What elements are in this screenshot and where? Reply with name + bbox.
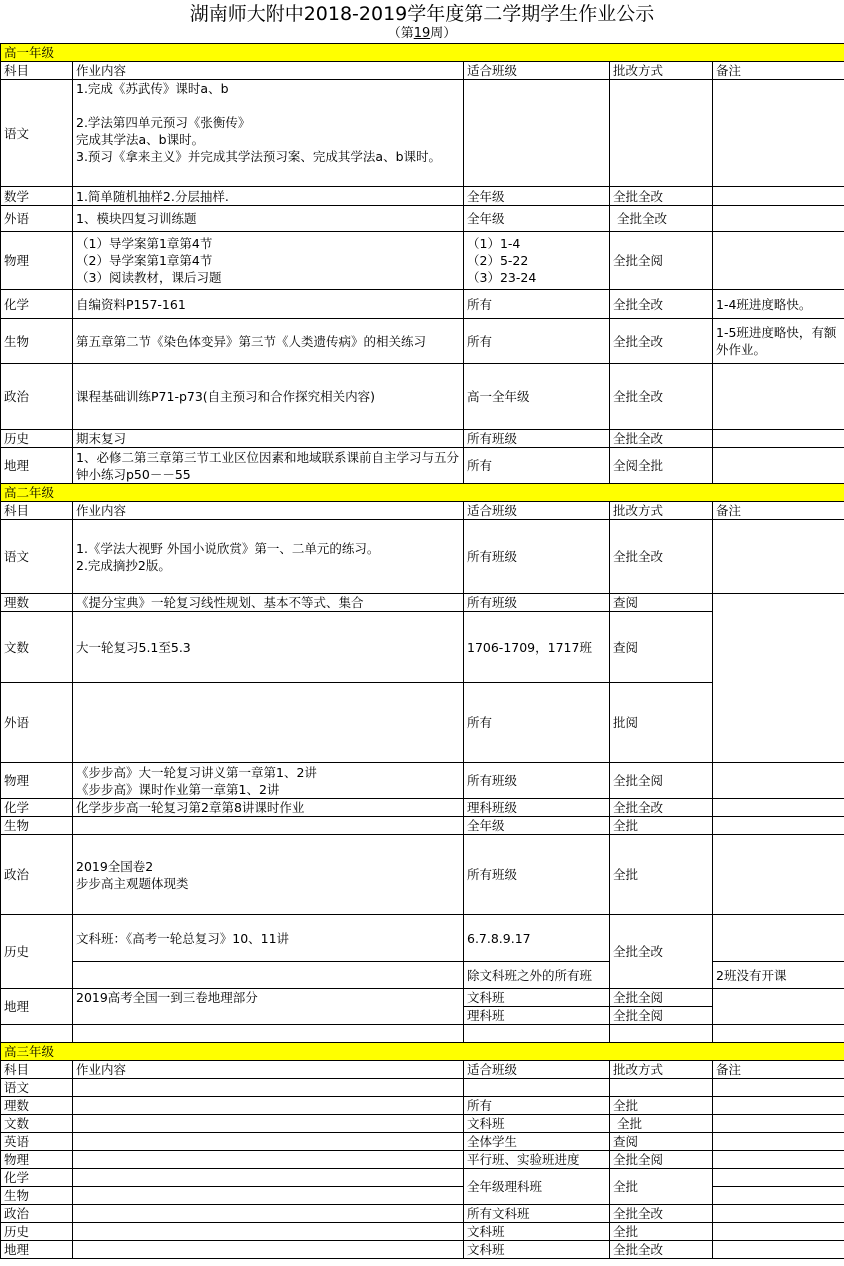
classes-cell: 理科班: [464, 1007, 610, 1025]
table-row: [1, 1187, 844, 1205]
classes-cell: 所有: [464, 1097, 610, 1115]
subject-cell: 历史: [1, 915, 73, 989]
method-cell: 查阅: [610, 612, 713, 683]
classes-cell: 所有: [464, 319, 610, 364]
note-cell: [713, 1223, 844, 1241]
col-subject: 科目: [1, 502, 73, 520]
col-note: 备注: [713, 1061, 844, 1079]
subject-cell: 物理: [1, 1151, 73, 1169]
table-row: [1, 319, 844, 364]
content-cell: 大一轮复习5.1至5.3: [73, 612, 464, 683]
table-row: [1, 80, 844, 187]
col-content: 作业内容: [73, 62, 464, 80]
classes-cell: 所有班级: [464, 763, 610, 799]
note-cell: [713, 1169, 844, 1187]
table-row: [1, 989, 844, 1007]
method-cell: [610, 80, 713, 187]
table-row: [1, 817, 844, 835]
method-cell: 全批全阅: [610, 1007, 713, 1025]
content-cell: 自编资料P157-161: [73, 290, 464, 319]
page-title: 湖南师大附中2018-2019学年度第二学期学生作业公示: [189, 3, 655, 25]
note-cell: [713, 430, 844, 448]
method-cell: 全批: [610, 1097, 713, 1115]
classes-cell: 1706-1709，1717班: [464, 612, 610, 683]
classes-cell: 除文科班之外的所有班: [464, 962, 610, 989]
method-cell: 全批全改: [610, 1205, 713, 1223]
col-subject: 科目: [1, 62, 73, 80]
week-subtitle: [0, 26, 844, 42]
subject-cell: 生物: [1, 1187, 73, 1205]
table-row: [1, 1133, 844, 1151]
subject-cell: 政治: [1, 1205, 73, 1223]
content-cell: [73, 962, 464, 989]
content-cell: [73, 1097, 464, 1115]
subject-cell: 数学: [1, 187, 73, 206]
table-row: [1, 430, 844, 448]
method-cell: 全批全改: [610, 430, 713, 448]
table-row: [1, 1169, 844, 1187]
note-cell: [713, 1097, 844, 1115]
method-cell: 全批: [610, 1115, 713, 1133]
content-cell: 1.完成《苏武传》课时a、b 2.学法第四单元预习《张衡传》 完成其学法a、b课时。 3.预习《拿来主义》并完成其学法预习案、完成其学法a、b课时。: [73, 80, 464, 187]
note-cell: [713, 364, 844, 430]
col-content: 作业内容: [73, 1061, 464, 1079]
subject-cell: 外语: [1, 206, 73, 232]
method-cell: 全批全改: [610, 520, 713, 594]
col-method: 批改方式: [610, 62, 713, 80]
note-cell: [713, 1079, 844, 1097]
col-subject: 科目: [1, 1061, 73, 1079]
content-cell: 文科班：《高考一轮总复习》10、11讲: [73, 915, 464, 962]
col-content: 作业内容: [73, 502, 464, 520]
col-note: 备注: [713, 502, 844, 520]
subject-cell: 化学: [1, 290, 73, 319]
classes-cell: 文科班: [464, 1115, 610, 1133]
subject-cell: 化学: [1, 799, 73, 817]
col-method: 批改方式: [610, 502, 713, 520]
method-cell: 全批: [610, 835, 713, 915]
table-row: [1, 290, 844, 319]
note-cell: [713, 1151, 844, 1169]
method-cell: 全批全改: [610, 364, 713, 430]
method-cell: 全批全阅: [610, 763, 713, 799]
note-cell: [713, 1205, 844, 1223]
content-cell: 《提分宝典》一轮复习线性规划、基本不等式、集合: [73, 594, 464, 612]
content-cell: 1.简单随机抽样2.分层抽样.: [73, 187, 464, 206]
note-cell: [713, 206, 844, 232]
method-cell: 查阅: [610, 1133, 713, 1151]
col-classes: 适合班级: [464, 1061, 610, 1079]
note-cell: [713, 232, 844, 290]
method-cell: 全批全改: [610, 206, 713, 232]
table-row: [1, 1079, 844, 1097]
homework-table: [0, 43, 844, 1259]
note-cell: [713, 989, 844, 1025]
content-cell: [73, 683, 464, 763]
subject-cell: 地理: [1, 989, 73, 1025]
note-cell: 1-5班进度略快，有额外作业。: [713, 319, 844, 364]
col-note: 备注: [713, 62, 844, 80]
classes-cell: 6.7.8.9.17: [464, 915, 610, 962]
note-cell: 1-4班进度略快。: [713, 290, 844, 319]
table-row: [1, 763, 844, 799]
note-cell: [713, 448, 844, 484]
subject-cell: 政治: [1, 835, 73, 915]
grade2-header-row: [1, 484, 844, 502]
subject-cell: 地理: [1, 1241, 73, 1259]
subject-cell: 物理: [1, 763, 73, 799]
table-row: [1, 364, 844, 430]
grade3-label: 高三年级: [1, 1043, 844, 1061]
classes-cell: 高一全年级: [464, 364, 610, 430]
note-cell: [713, 817, 844, 835]
content-cell: 1、必修二第三章第三节工业区位因素和地域联系课前自主学习与五分钟小练习p50－－55: [73, 448, 464, 484]
note-cell: [713, 835, 844, 915]
table-row: [1, 1097, 844, 1115]
classes-cell: 文科班: [464, 1223, 610, 1241]
grade3-column-headers: [1, 1061, 844, 1079]
method-cell: 全批全阅: [610, 232, 713, 290]
table-row: [1, 448, 844, 484]
content-cell: [73, 1079, 464, 1097]
content-cell: [73, 1151, 464, 1169]
subject-cell: 理数: [1, 1097, 73, 1115]
col-classes: 适合班级: [464, 62, 610, 80]
classes-cell: （1）1-4 （2）5-22 （3）23-24: [464, 232, 610, 290]
week-number: 19: [413, 26, 431, 41]
table-row: [1, 206, 844, 232]
table-row: [1, 187, 844, 206]
classes-cell: 文科班: [464, 989, 610, 1007]
note-cell: 2班没有开课: [713, 962, 844, 989]
table-row: [1, 232, 844, 290]
subtitle-prefix: （第: [387, 26, 414, 41]
note-cell: [713, 1115, 844, 1133]
table-row: [1, 962, 844, 989]
classes-cell: 所有: [464, 290, 610, 319]
method-cell: 全批全改: [610, 290, 713, 319]
table-row: [1, 1205, 844, 1223]
grade3-header-row: [1, 1043, 844, 1061]
subject-cell: 物理: [1, 232, 73, 290]
content-cell: 2019全国卷2 步步高主观题体现类: [73, 835, 464, 915]
classes-cell: 所有班级: [464, 430, 610, 448]
method-cell: 全批全改: [610, 799, 713, 817]
content-cell: 2019高考全国一到三卷地理部分: [73, 989, 464, 1025]
content-cell: [73, 1241, 464, 1259]
method-cell: 全批全阅: [610, 1151, 713, 1169]
content-cell: [73, 1169, 464, 1187]
table-row: [1, 520, 844, 594]
method-cell: 查阅: [610, 594, 713, 612]
subject-cell: 历史: [1, 1223, 73, 1241]
table-row: [1, 1223, 844, 1241]
spacer-row: [1, 1025, 844, 1043]
table-row: [1, 1115, 844, 1133]
classes-cell: [464, 1079, 610, 1097]
note-cell: [713, 187, 844, 206]
col-method: 批改方式: [610, 1061, 713, 1079]
method-cell: 全阅全批: [610, 448, 713, 484]
table-row: [1, 835, 844, 915]
method-cell: 全批全改: [610, 319, 713, 364]
subject-cell: 文数: [1, 612, 73, 683]
subject-cell: 英语: [1, 1133, 73, 1151]
content-cell: 《步步高》大一轮复习讲义第一章第1、2讲 《步步高》课时作业第一章第1、2讲: [73, 763, 464, 799]
grade2-column-headers: [1, 502, 844, 520]
note-cell: [713, 594, 844, 763]
content-cell: [73, 1115, 464, 1133]
classes-cell: [464, 80, 610, 187]
content-cell: 1、模块四复习训练题: [73, 206, 464, 232]
classes-cell: 全年级: [464, 187, 610, 206]
classes-cell: 文科班: [464, 1241, 610, 1259]
classes-cell: 平行班、实验班进度: [464, 1151, 610, 1169]
subject-cell: 语文: [1, 1079, 73, 1097]
grade1-label: 高一年级: [1, 44, 844, 62]
note-cell: [713, 1133, 844, 1151]
classes-cell: 全体学生: [464, 1133, 610, 1151]
subject-cell: 生物: [1, 319, 73, 364]
subject-cell: 文数: [1, 1115, 73, 1133]
method-cell: [610, 1079, 713, 1097]
note-cell: [713, 763, 844, 799]
table-row: [1, 1241, 844, 1259]
method-cell: 全批全阅: [610, 989, 713, 1007]
subtitle-suffix: 周）: [430, 26, 457, 41]
note-cell: [713, 80, 844, 187]
content-cell: 化学步步高一轮复习第2章第8讲课时作业: [73, 799, 464, 817]
classes-cell: 全年级理科班: [464, 1169, 610, 1205]
subject-cell: 历史: [1, 430, 73, 448]
grade1-column-headers: [1, 62, 844, 80]
classes-cell: 所有班级: [464, 835, 610, 915]
method-cell: 全批全改: [610, 915, 713, 989]
classes-cell: 所有文科班: [464, 1205, 610, 1223]
subject-cell: 外语: [1, 683, 73, 763]
col-classes: 适合班级: [464, 502, 610, 520]
note-cell: [713, 1187, 844, 1205]
content-cell: 期末复习: [73, 430, 464, 448]
subject-cell: 生物: [1, 817, 73, 835]
content-cell: 课程基础训练P71-p73(自主预习和合作探究相关内容): [73, 364, 464, 430]
note-cell: [713, 520, 844, 594]
subject-cell: 政治: [1, 364, 73, 430]
content-cell: [73, 1133, 464, 1151]
method-cell: 批阅: [610, 683, 713, 763]
method-cell: 全批: [610, 817, 713, 835]
note-cell: [713, 915, 844, 962]
classes-cell: 全年级: [464, 817, 610, 835]
classes-cell: 所有班级: [464, 520, 610, 594]
method-cell: 全批: [610, 1223, 713, 1241]
table-row: [1, 915, 844, 962]
content-cell: [73, 1187, 464, 1205]
content-cell: [73, 1223, 464, 1241]
table-row: [1, 1151, 844, 1169]
subject-cell: 语文: [1, 520, 73, 594]
content-cell: [73, 817, 464, 835]
note-cell: [713, 1241, 844, 1259]
content-cell: [73, 1205, 464, 1223]
classes-cell: 所有班级: [464, 594, 610, 612]
table-row: [1, 594, 844, 612]
content-cell: 1.《学法大视野 外国小说欣赏》第一、二单元的练习。 2.完成摘抄2版。: [73, 520, 464, 594]
content-cell: （1）导学案第1章第4节 （2）导学案第1章第4节 （3）阅读教材，课后习题: [73, 232, 464, 290]
subject-cell: 理数: [1, 594, 73, 612]
note-cell: [713, 799, 844, 817]
method-cell: 全批: [610, 1169, 713, 1205]
subject-cell: 地理: [1, 448, 73, 484]
grade2-label: 高二年级: [1, 484, 844, 502]
subject-cell: 语文: [1, 80, 73, 187]
method-cell: 全批全改: [610, 1241, 713, 1259]
grade1-header-row: [1, 44, 844, 62]
content-cell: 第五章第二节《染色体变异》第三节《人类遗传病》的相关练习: [73, 319, 464, 364]
classes-cell: 所有: [464, 683, 610, 763]
classes-cell: 理科班级: [464, 799, 610, 817]
table-row: [1, 799, 844, 817]
classes-cell: 全年级: [464, 206, 610, 232]
classes-cell: 所有: [464, 448, 610, 484]
subject-cell: 化学: [1, 1169, 73, 1187]
method-cell: 全批全改: [610, 187, 713, 206]
